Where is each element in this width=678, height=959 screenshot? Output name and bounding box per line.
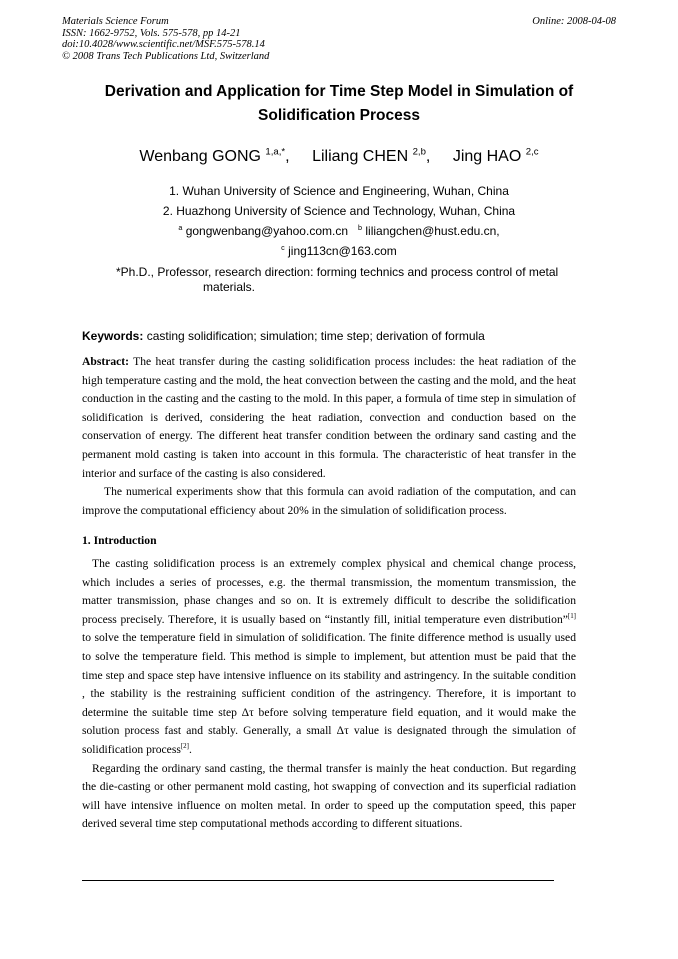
intro-text: The casting solidification process is an extremely complex physical and chemical change process, which includes a series of processes, e.g. the thermal transmission, the momentum transmission, the matter transmission, phase changes and so on. It is extremely difficult to describe the solidification process precisely. Therefore, it is usually based on “instantly fill, initial temperature even distribution” (82, 557, 576, 626)
intro-paragraph-1 (82, 555, 576, 760)
note-line-1: *Ph.D., Professor, research direction: forming technics and process control of metal (116, 265, 559, 279)
keywords-label: Keywords: (82, 329, 144, 343)
author-list (0, 148, 678, 166)
abstract-paragraph (82, 353, 576, 483)
affiliation-1: 1. Wuhan University of Science and Engineering, Wuhan, China (169, 184, 509, 198)
abstract-text: The heat transfer during the casting solidification process includes: the heat radiation of the high temperature casting and the mold, the heat convection between the casting and the mold, and the heat conduction in the casting and the casting to the mold. In this paper, a formula of time step in simulation of solidification is derived, considering the heat radiation, convection and conduction based on the conservation of energy. The different heat transfer condition between the ordinary sand casting and the permanent mold casting is taken into account in this formula. The characteristic of heat transfer in the interior and surface of the casting is also considered. (82, 355, 576, 480)
note-line-2: materials. (203, 280, 256, 294)
section-heading: 1. Introduction (82, 534, 157, 547)
author-separator: , (285, 148, 290, 165)
intro-paragraph-2: Regarding the ordinary sand casting, the thermal transfer is mainly the heat conduction. But regarding the die-casting or other permanent mold casting, hot swapping of convection and its superficial radiation will have intensive influence on molten metal. In order to speed up the computation speed, this paper derived several time step computational methods according to different situations. (82, 761, 576, 831)
author-name: Liliang CHEN (312, 148, 409, 165)
issn-line: ISSN: 1662-9752, Vols. 575-578, pp 14-21 (62, 27, 241, 39)
author-note (116, 265, 586, 295)
title-line-2: Solidification Process (258, 107, 420, 124)
intro-text: . (188, 742, 192, 756)
email-c: jing113cn@163.com (288, 244, 397, 258)
title-line-1: Derivation and Application for Time Step Model in Simulation of (104, 83, 574, 100)
author-superscript: 1,a,* (265, 146, 286, 158)
copyright-line: © 2008 Trans Tech Publications Ltd, Switzerland (62, 50, 270, 62)
abstract (82, 353, 576, 520)
affiliation-2: 2. Huazhong University of Science and Technology, Wuhan, China (162, 204, 516, 218)
email-sup: a (178, 223, 183, 232)
email-line-c (0, 244, 678, 258)
journal-header (62, 16, 269, 62)
email-line-ab (0, 224, 678, 238)
intro-text: to solve the temperature field in simulation of solidification. The finite difference method is usually used to solve the temperature field. This method is simple to implement, but attention must be paid that the time step and space step have intensive influence on its stability and astringency. In the suitable condition , the stability is the restraining sufficient condition of the astringency. Therefore, it is important to determine the suitable time step Δτ before solving temperature field equation, and it would make the solution process fast and stably. Generally, a small Δτ value is designated through the simulation of solidification process (82, 631, 576, 756)
email-sup: c (281, 243, 285, 252)
keywords (82, 329, 485, 343)
citation-2: [2] (180, 742, 189, 751)
author-superscript: 2,c (525, 146, 539, 158)
author-superscript: 2,b (412, 146, 426, 158)
author-name: Jing HAO (452, 148, 522, 165)
citation-1: [1] (567, 611, 576, 620)
abstract-paragraph-2: The numerical experiments show that this formula can avoid radiation of the computation, and can improve the computational efficiency about 20% in the simulation of solidification process. (82, 485, 576, 517)
keywords-text: casting solidification; simulation; time step; derivation of formula (143, 329, 485, 343)
paper-title (80, 80, 598, 128)
email-sup: b (358, 223, 363, 232)
email-a: gongwenbang@yahoo.com.cn (185, 224, 348, 238)
author-separator: , (425, 148, 431, 165)
abstract-label: Abstract: (82, 355, 130, 368)
footnote-rule (82, 880, 554, 881)
introduction (82, 555, 576, 834)
online-date: Online: 2008-04-08 (532, 16, 616, 27)
email-b: liliangchen@hust.edu.cn, (365, 224, 500, 238)
journal-name: Materials Science Forum (62, 16, 169, 27)
author-name: Wenbang GONG (139, 148, 261, 165)
doi-line: doi:10.4028/www.scientific.net/MSF.575-578.14 (62, 39, 265, 50)
